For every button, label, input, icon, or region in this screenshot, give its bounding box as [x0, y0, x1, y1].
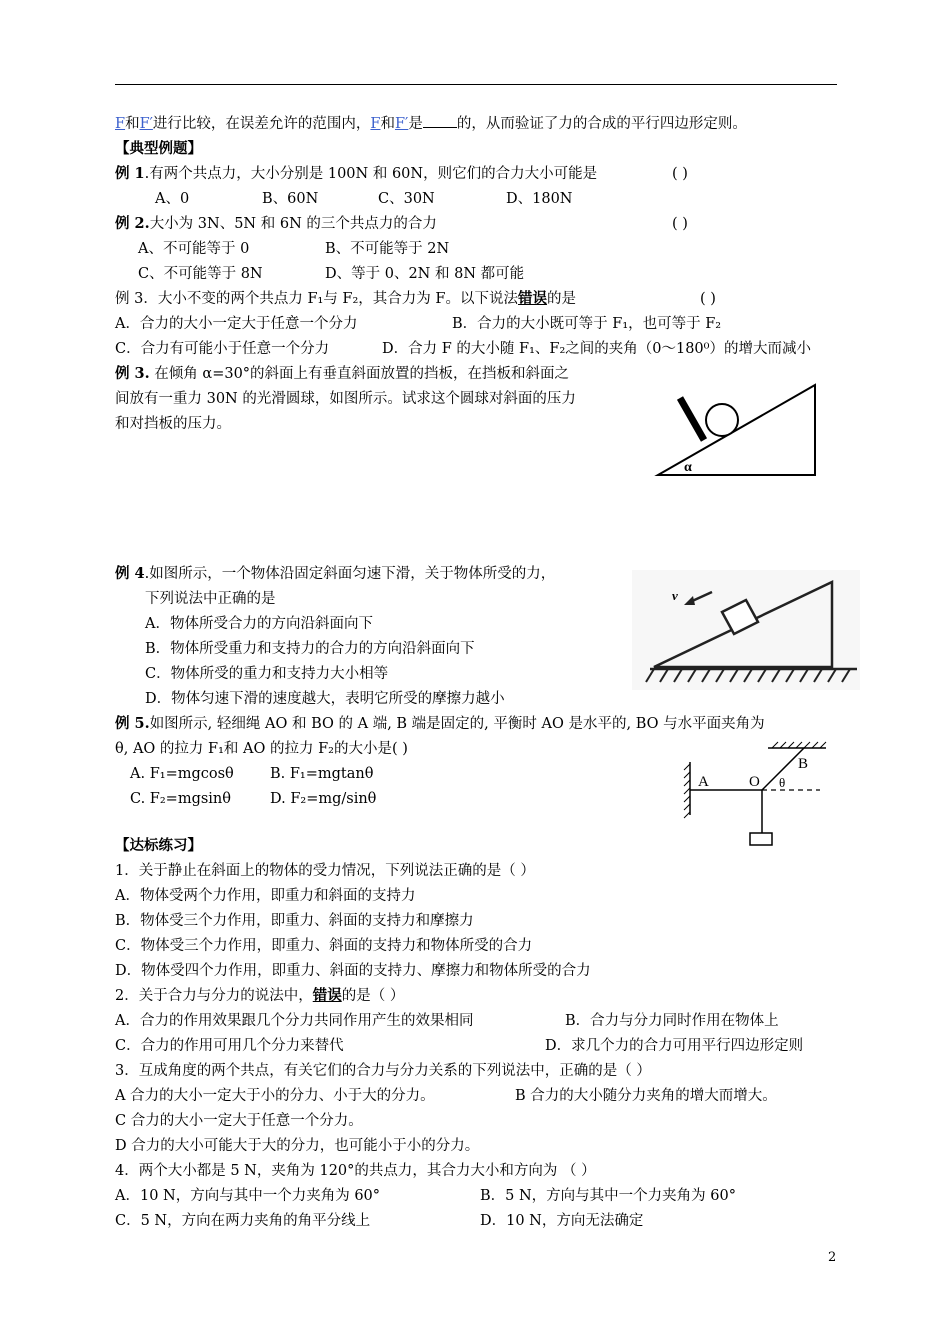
example-1-option-d: D、180N — [506, 191, 573, 207]
hanging-weight — [750, 833, 772, 845]
example-2-option-a: A、不可能等于 0 — [138, 241, 250, 257]
example-1-question: 例 1.有两个共点力，大小分别是 100N 和 60N，则它们的合力大小可能是 — [115, 165, 598, 182]
example-5-line-1: 例 5.如图所示, 轻细绳 AO 和 BO 的 A 端, B 端是固定的, 平衡时 AO 是水平的, BO 与水平面夹角为 — [115, 715, 765, 732]
section-title-examples: 【典型例题】 — [115, 140, 202, 157]
example-2-option-d: D、等于 0、2N 和 8N 都可能 — [325, 266, 525, 282]
example-1-option-b: B、60N — [262, 191, 319, 207]
practice-2-option-c: C．合力的作用可用几个分力来替代 — [115, 1038, 344, 1054]
point-b-label: B — [798, 756, 809, 772]
practice-1-option-c: C．物体受三个力作用，即重力、斜面的支持力和物体所受的合力 — [115, 938, 533, 954]
practice-4-option-a: A．10 N，方向与其中一个力夹角为 60° — [115, 1188, 381, 1204]
practice-3-option-a: A 合力的大小一定大于小的分力、小于大的分力。 — [115, 1088, 435, 1104]
practice-1-question: 1．关于静止在斜面上的物体的受力情况，下列说法正确的是（ ） — [115, 863, 535, 879]
example-4-option-a: A．物体所受合力的方向沿斜面向下 — [145, 616, 373, 632]
practice-3-option-d: D 合力的大小可能大于大的分力，也可能小于小的分力。 — [115, 1138, 480, 1154]
example-1-paren: ( ) — [672, 166, 688, 182]
example-5-option-a: A. F₁=mgcosθ — [130, 766, 234, 782]
link-f-prime-2[interactable]: F′ — [394, 116, 409, 132]
example-5-option-c: C. F₂=mgsinθ — [130, 791, 231, 807]
practice-4-option-b: B．5 N，方向与其中一个力夹角为 60° — [480, 1188, 736, 1204]
section-title-practice: 【达标练习】 — [115, 837, 202, 854]
incline-ball-figure — [650, 380, 820, 480]
example-1-option-c: C、30N — [378, 191, 435, 207]
example-3a-paren: ( ) — [700, 291, 716, 307]
example-3a-option-a: A．合力的大小一定大于任意一个分力 — [115, 316, 358, 332]
intro-line: F和F′进行比较，在误差允许的范围内，F和F′是 的，从而验证了力的合成的平行四边形定则。 — [115, 116, 747, 132]
practice-1-option-a: A．物体受两个力作用，即重力和斜面的支持力 — [115, 888, 416, 904]
baffle-plate — [680, 398, 704, 440]
example-1-option-a: A、0 — [155, 191, 190, 207]
example-4-option-c: C．物体所受的重力和支持力大小相等 — [145, 666, 389, 682]
practice-2-option-d: D．求几个力的合力可用平行四边形定则 — [545, 1038, 804, 1054]
velocity-label: v — [672, 588, 678, 603]
example-5-line-2: θ, AO 的拉力 F₁和 AO 的拉力 F₂的大小是( ) — [115, 741, 408, 757]
example-5-option-d: D. F₂=mg/sinθ — [270, 791, 377, 807]
practice-2-option-a: A．合力的作用效果跟几个分力共同作用产生的效果相同 — [115, 1013, 474, 1029]
sliding-block-figure — [632, 570, 860, 690]
example-4-line-1: 例 4.如图所示，一个物体沿固定斜面匀速下滑，关于物体所受的力， — [115, 565, 556, 582]
example-4-option-d: D．物体匀速下滑的速度越大，表明它所受的摩擦力越小 — [145, 691, 505, 707]
example-3b-line-3: 和对挡板的压力。 — [115, 416, 231, 432]
example-3a-option-b: B．合力的大小既可等于 F₁，也可等于 F₂ — [452, 316, 722, 332]
point-a-label: A — [698, 774, 709, 790]
link-f-2[interactable]: F — [370, 116, 381, 132]
point-o-label: O — [749, 774, 760, 790]
angle-theta-label: θ — [779, 775, 786, 790]
example-4-line-2: 下列说法中正确的是 — [145, 591, 276, 607]
ball — [706, 404, 738, 436]
example-3a-option-c: C．合力有可能小于任意一个分力 — [115, 341, 330, 357]
practice-4-option-c: C．5 N，方向在两力夹角的角平分线上 — [115, 1213, 371, 1229]
practice-4-question: 4．两个大小都是 5 N，夹角为 120°的共点力，其合力大小和方向为 （ ） — [115, 1163, 596, 1179]
example-2-question: 例 2.大小为 3N、5N 和 6N 的三个共点力的合力 — [115, 215, 437, 232]
practice-4-option-d: D．10 N，方向无法确定 — [480, 1213, 644, 1229]
example-2-option-c: C、不可能等于 8N — [138, 266, 263, 282]
link-f[interactable]: F — [115, 116, 126, 132]
practice-3-question: 3．互成角度的两个共点，有关它们的合力与分力关系的下列说法中，正确的是（ ） — [115, 1063, 651, 1079]
example-5-option-b: B. F₁=mgtanθ — [270, 766, 374, 782]
example-3a-option-d: D．合力 F 的大小随 F₁、F₂之间的夹角（0～180⁰）的增大而减小 — [382, 341, 811, 357]
link-f-prime[interactable]: F′ — [139, 116, 153, 132]
practice-1-option-b: B．物体受三个力作用，即重力、斜面的支持力和摩擦力 — [115, 913, 474, 929]
left-wall-hatching — [684, 764, 690, 818]
answer-blank — [423, 115, 457, 128]
angle-alpha-label: α — [684, 460, 692, 475]
example-2-option-b: B、不可能等于 2N — [325, 241, 450, 257]
practice-1-option-d: D．物体受四个力作用，即重力、斜面的支持力、摩擦力和物体所受的合力 — [115, 963, 591, 979]
header-rule — [115, 84, 837, 85]
practice-2-question: 2．关于合力与分力的说法中，错误的是（ ） — [115, 987, 405, 1004]
rope-tension-figure — [680, 740, 830, 850]
page-number: 2 — [828, 1250, 837, 1265]
example-3b-line-1: 例 3. 在倾角 α=30°的斜面上有垂直斜面放置的挡板，在挡板和斜面之 — [115, 365, 570, 382]
example-2-paren: ( ) — [672, 216, 688, 232]
example-3b-line-2: 间放有一重力 30N 的光滑圆球，如图所示。试求这个圆球对斜面的压力 — [115, 391, 576, 407]
example-4-option-b: B．物体所受重力和支持力的合力的方向沿斜面向下 — [145, 641, 475, 657]
ceiling-hatching — [772, 742, 826, 748]
practice-3-option-b: B 合力的大小随分力夹角的增大而增大。 — [515, 1088, 777, 1104]
example-3a-question: 例 3．大小不变的两个共点力 F₁与 F₂，其合力为 F。以下说法错误的是 — [115, 290, 576, 307]
practice-3-option-c: C 合力的大小一定大于任意一个分力。 — [115, 1113, 363, 1129]
practice-2-option-b: B．合力与分力同时作用在物体上 — [565, 1013, 779, 1029]
